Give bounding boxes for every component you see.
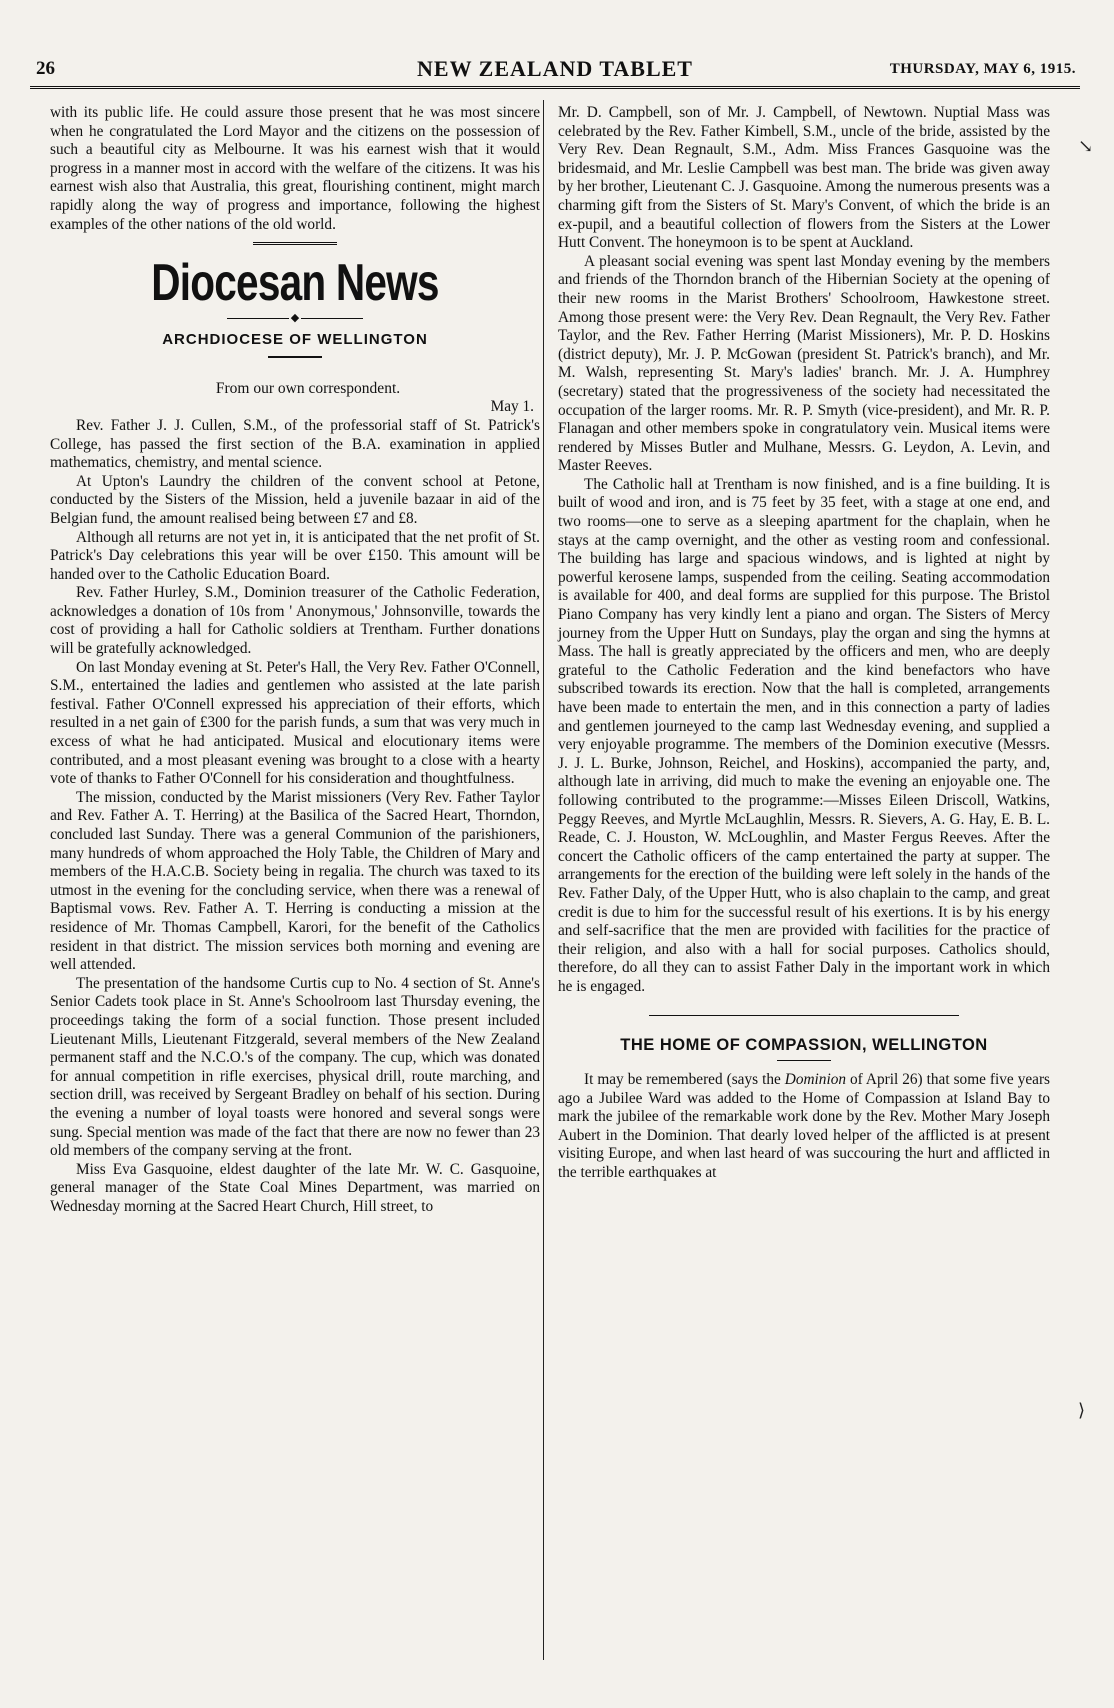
article-title: THE HOME OF COMPASSION, WELLINGTON (620, 1035, 988, 1054)
news-paragraph: A pleasant social evening was spent last Monday evening by the members and friends of the Thorndon branch of the Hibernian Society at the opening of their new rooms in the Marist Brothers' Schoolroom, Hawkestone street. Among those present were: the Very Rev. Dean Regnault, the Very Rev. Father Taylor, and the Rev. Father Herring (Marist Missioners), Mr. P. D. Hoskins (district deputy), Mr. J. P. McGowan (president St. Patrick's branch), and Mr. M. Walsh, representing St. Mary's ladies' branch. Mr. J. A. Humphrey (secretary) stated that the progressiveness of the society had necessitated the occupation of the larger rooms. Mr. R. P. Smyth (vice-president), and Mr. R. P. Flanagan and other members spoke in congratulatory vein. Musical items were rendered by Misses Butler and Mulhane, Messrs. G. Leydon, A. Levin, and Master Reeves. (558, 252, 1050, 475)
news-paragraph: The mission, conducted by the Marist missioners (Very Rev. Father Taylor and Rev. Father A. T. Herring) at the Basilica of the Sacred Heart, Thorndon, concluded last Sunday. There was a general Communion of the parishioners, many hundreds of whom approached the Holy Table, the Children of Mary and members of the H.A.C.B. Society being in regalia. The church was taxed to its utmost in the evening for the concluding service, when there was a renewal of Baptismal vows. Rev. Father A. T. Herring is conducting a mission at the residence of Mr. Thomas Campbell, Karori, for the benefit of the Catholics resident in that district. The mission services both morning and evening are well attended. (50, 788, 540, 974)
news-paragraph (558, 1071, 1050, 1183)
news-paragraph: Although all returns are not yet in, it is anticipated that the net profit of St. Patrick's Day celebrations this year will be over £150. This amount will be handed over to the Catholic Education Board. (50, 528, 540, 583)
page-header (30, 52, 1080, 86)
short-rule (777, 1060, 831, 1061)
news-paragraph: At Upton's Laundry the children of the convent school at Petone, conducted by the Sisters of the Mission, held a juvenile bazaar in aid of the Belgian fund, the amount realised being between £7 and £8. (50, 472, 540, 527)
paper-title: NEW ZEALAND TABLET (417, 56, 693, 81)
section-rule (253, 242, 337, 245)
column-divider (543, 100, 544, 1660)
news-paragraph: The presentation of the handsome Curtis cup to No. 4 section of St. Anne's Senior Cadets took place in St. Anne's Schoolroom last Thursday evening, the proceedings taking the form of a social function. Those present included Lieutenant Mills, Lieutenant Fitzgerald, several members of the New Zealand permanent staff and the N.C.O.'s of the company. The cup, which was donated for annual competition in rifle exercises, physical drill, route marching, and section drill, was received by Sergeant Bradley on behalf of his section. During the evening a number of loyal toasts were honored and several songs were sung. Special mention was made of the fact that there are now no fewer than 23 old members of the company serving at the front. (50, 974, 540, 1160)
margin-arrow-icon: ↘ (1078, 136, 1094, 156)
publication-name: Dominion (784, 1071, 846, 1089)
left-column (50, 104, 540, 1216)
right-column (558, 104, 1050, 1183)
intro-paragraph: with its public life. He could assure those present that he was most sincere when he congratulated the Lord Mayor and the citizens on the possession of such a beautiful city as Melbourne. It was his earnest wish that it would progress in a manner most in accord with the welfare of the citizens. It was his earnest wish also that Australia, this great, flourishing continent, might march rapidly along the way of progress and importance, following the highest examples of the other nations of the old world. (50, 104, 540, 233)
dateline: May 1. (490, 398, 534, 416)
text-run: of April 26) that some five years ago a Jubilee Ward was added to the Home of Compassion at Island Bay to mark the jubilee of the remarkable work done by the Rev. Mother Mary Joseph Aubert in the Dominion. That dearly loved helper of the afflicted is at present visiting Europe, and when last heard of was succouring the hurt and afflicted in the terrible earthquakes at (558, 1071, 1050, 1182)
text-run: It may be remembered (says the (584, 1071, 785, 1089)
news-paragraph: The Catholic hall at Trentham is now finished, and is a fine building. It is built of wood and iron, and is 75 feet by 35 feet, with a stage at one end, and two rooms—one to serve as a sleeping apartment for the chaplain, when he stays at the camp overnight, and the other as vesting room and confessional. The building has large and spacious windows, and is lighted at night by powerful kerosene lamps, suspended from the ceiling. Seating accommodation is available for 400, and deal forms are supplied for this purpose. The Bristol Piano Company has very kindly lent a piano and organ. The Sisters of Mercy journey from the Upper Hutt on Sundays, play the organ and sing the hymns at Mass. The hall is greatly appreciated by the officers and men, who are deeply grateful to the Catholic Federation and the kind benefactors who have subscribed towards its erection. Now that the hall is completed, arrangements have been made to entertain the men, and in this connection a party of ladies and gentlemen journeyed to the camp last Wednesday evening, and supplied a very enjoyable programme. The members of the Dominion executive (Messrs. J. J. L. Burke, Johnson, Reichel, and Hoskins), accompanied the party, and, although late in arriving, did much to make the evening an enjoyable one. The following contributed to the programme:—Misses Eileen Driscoll, Watkins, Peggy Reeves, and Myrtle McLaughlin, Messrs. R. Sievers, A. G. Hay, E. B. L. Reade, C. J. Houston, W. McLoughlin, and Master Fergus Reeves. After the concert the Catholic officers of the camp entertained the party at supper. The arrangements for the erection of the building were left solely in the hands of the Rev. Father Daly, of the Upper Hutt, who is also chaplain to the camp, and great credit is due to him for the successful result of his exertions. It is by his energy and self-sacrifice that the men are provided with facilities for the practice of their religion, and also with a hall for social purposes. Catholics should, therefore, do all they can to assist Father Daly in the important work in which he is engaged. (558, 475, 1050, 995)
byline: From our own correspondent. (215, 379, 401, 397)
margin-mark-icon: ⟩ (1078, 1400, 1086, 1420)
issue-date: THURSDAY, MAY 6, 1915. (889, 61, 1076, 77)
news-paragraph: Rev. Father J. J. Cullen, S.M., of the professorial staff of St. Patrick's College, has passed the first section of the B.A. examination in applied mathematics, chemistry, and mental science. (50, 416, 540, 472)
section-title: Diocesan News (151, 254, 439, 313)
page-number: 26 (36, 58, 55, 79)
news-paragraph: Mr. D. Campbell, son of Mr. J. Campbell, of Newtown. Nuptial Mass was celebrated by the Rev. Father Kimbell, S.M., uncle of the bride, assisted by the Very Rev. Dean Regnault, S.M., Adm. Miss Frances Gasquoine was the bridesmaid, and Mr. Leslie Campbell was best man. The bride was given away by her brother, Lieutenant C. J. Gasquoine. Among the numerous presents was a charming gift from the Sisters of St. Mary's Convent, of which the bride is an ex-pupil, and a beautiful collection of flowers from the Sisters at the Lower Hutt Convent. The honeymoon is to be spent at Auckland. (558, 104, 1050, 252)
news-paragraph: Rev. Father Hurley, S.M., Dominion treasurer of the Catholic Federation, acknowledges a donation of 10s from ' Anonymous,' Johnsonville, towards the cost of providing a hall for Catholic soldiers at Trentham. Further donations will be gratefully acknowledged. (50, 584, 540, 658)
short-rule (268, 356, 322, 358)
news-paragraph: Miss Eva Gasquoine, eldest daughter of the late Mr. W. C. Gasquoine, general manager of the State Coal Mines Department, was married on Wednesday morning at the Sacred Heart Church, Hill street, to (50, 1160, 540, 1215)
article-end-rule (649, 1015, 959, 1016)
header-rule (30, 86, 1080, 89)
diamond-rule: ◆ (50, 313, 540, 323)
sub-title: ARCHDIOCESE OF WELLINGTON (162, 331, 428, 349)
news-paragraph: On last Monday evening at St. Peter's Hall, the Very Rev. Father O'Connell, S.M., entertained the ladies and gentlemen who assisted at the late parish festival. Father O'Connell expressed his appreciation of their efforts, which resulted in a net gain of £300 for the parish funds, a sum that was very much in excess of what he had anticipated. Musical and elocutionary items were contributed, and a most pleasant evening was brought to a close with a hearty vote of thanks to Father O'Connell for his consideration and thoughtfulness. (50, 658, 540, 788)
